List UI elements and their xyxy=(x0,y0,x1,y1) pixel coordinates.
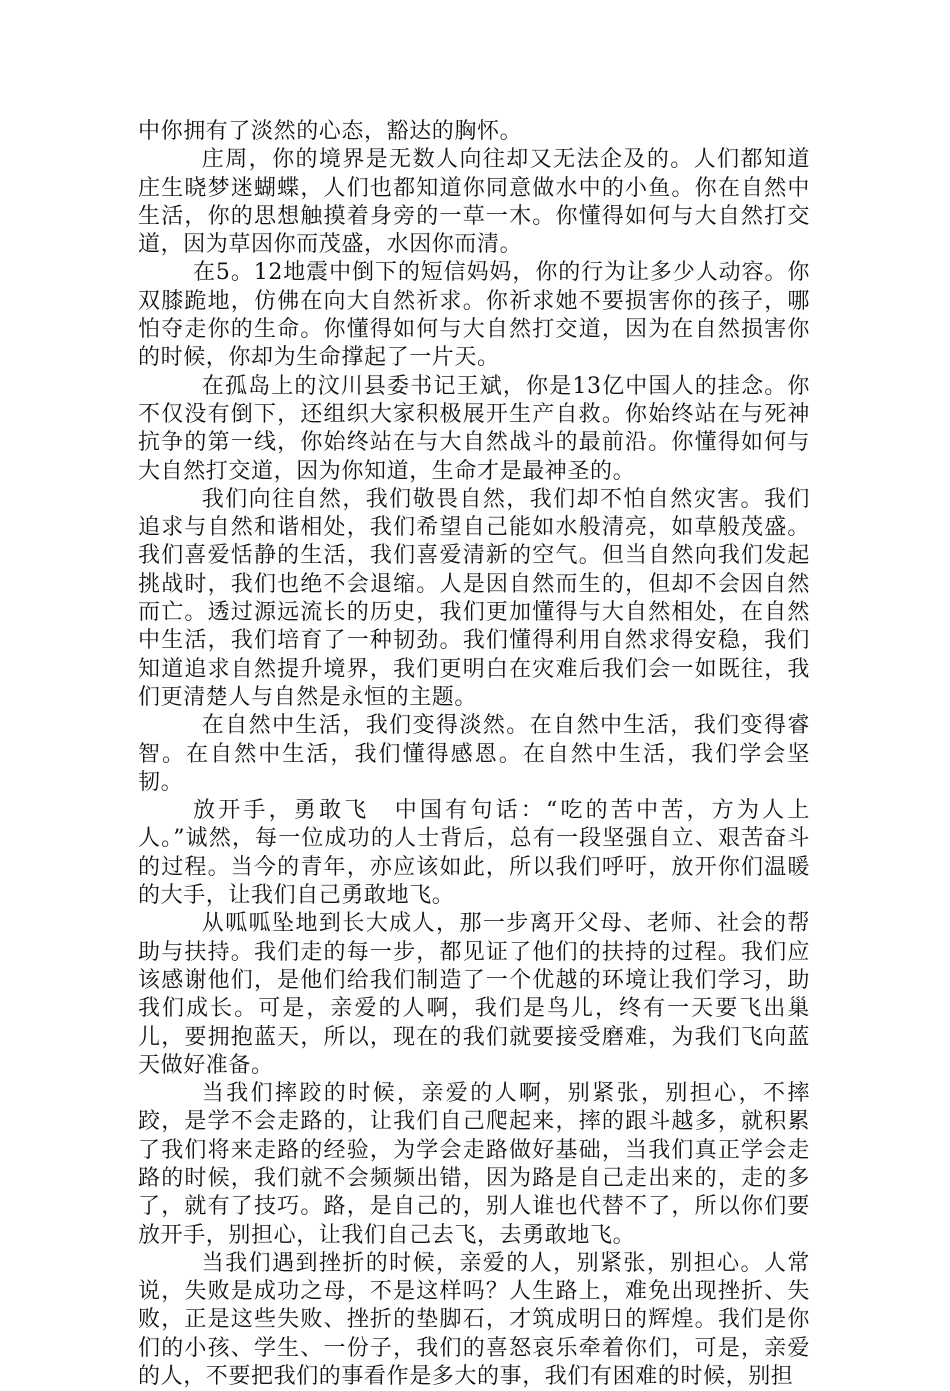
paragraph-nature: 我们向往自然，我们敬畏自然，我们却不怕自然灾害。我们追求与自然和谐相处，我们希望自己能如水般清亮，如草般茂盛。我们喜爱恬静的生活，我们喜爱清新的空气。但当自然向我们发起挑战时，我们也绝不会退缩。人是因自然而生的，但却不会因自然而亡。透过源远流长的历史，我们更加懂得与大自然相处，在自然中生活，我们培育了一种韧劲。我们懂得利用自然求得安稳，我们知道追求自然提升境界，我们更明白在灾难后我们会一如既往，我们更清楚人与自然是永恒的主题。 xyxy=(138,486,810,710)
paragraph-setbacks: 当我们遇到挫折的时候，亲爱的人，别紧张，别担心。人常说，失败是成功之母，不是这样吗？人生路上，难免出现挫折、失败，正是这些失败、挫折的垫脚石，才筑成明日的辉煌。我们是你们的小孩、学生、一份子，我们的喜怒哀乐牵着你们，可是，亲爱的人，不要把我们的事看作是多大的事，我们有困难的时候，别担 xyxy=(138,1250,810,1390)
paragraph-zhuangzhou: 庄周，你的境界是无数人向往却又无法企及的。人们都知道庄生晓梦迷蝴蝶，人们也都知道你同意做水中的小鱼。你在自然中生活，你的思想触摸着身旁的一草一木。你懂得如何与大自然打交道，因为草因你而茂盛，水因你而清。 xyxy=(138,147,810,258)
paragraph-growing-up: 从呱呱坠地到长大成人，那一步离开父母、老师、社会的帮助与扶持。我们走的每一步，都见证了他们的扶持的过程。我们应该感谢他们，是他们给我们制造了一个优越的环境让我们学习，助我们成长。可是，亲爱的人啊，我们是鸟儿，终有一天要飞出巢儿，要拥抱蓝天，所以，现在的我们就要接受磨难，为我们飞向蓝天做好准备。 xyxy=(138,911,810,1078)
paragraph-living-in-nature: 在自然中生活，我们变得淡然。在自然中生活，我们变得睿智。在自然中生活，我们懂得感恩。在自然中生活，我们学会坚韧。 xyxy=(138,713,810,795)
paragraph-continuation: 中你拥有了淡然的心态，豁达的胸怀。 xyxy=(138,119,523,144)
paragraph-wang-bin: 在孤岛上的汶川县委书记王斌，你是13亿中国人的挂念。你不仅没有倒下，还组织大家积极展开生产自救。你始终站在与死神抗争的第一线，你始终站在与大自然战斗的最前沿。你懂得如何与大自然打交道，因为你知道，生命才是最神圣的。 xyxy=(138,373,810,484)
paragraph-sms-mother: 在5。12地震中倒下的短信妈妈，你的行为让多少人动容。你双膝跪地，仿佛在向大自然祈求。你祈求她不要损害你的孩子，哪怕夺走你的生命。你懂得如何与大自然打交道，因为在自然损害你的时候，你却为生命撑起了一片天。 xyxy=(138,260,810,371)
paragraph-falling: 当我们摔跤的时候，亲爱的人啊，别紧张，别担心，不摔跤，是学不会走路的，让我们自己爬起来，摔的跟斗越多，就积累了我们将来走路的经验，为学会走路做好基础，当我们真正学会走路的时候，我们就不会频频出错，因为路是自己走出来的，走的多了，就有了技巧。路，是自己的，别人谁也代替不了，所以你们要放开手，别担心，让我们自己去飞，去勇敢地飞。 xyxy=(138,1081,810,1248)
paragraph-let-go-title: 放开手，勇敢飞 中国有句话：“吃的苦中苦，方为人上人。”诚然，每一位成功的人士背后，总有一段坚强自立、艰苦奋斗的过程。当今的青年，亦应该如此，所以我们呼吁，放开你们温暖的大手，让我们自己勇敢地飞。 xyxy=(138,798,810,909)
essay-text xyxy=(138,118,810,1391)
